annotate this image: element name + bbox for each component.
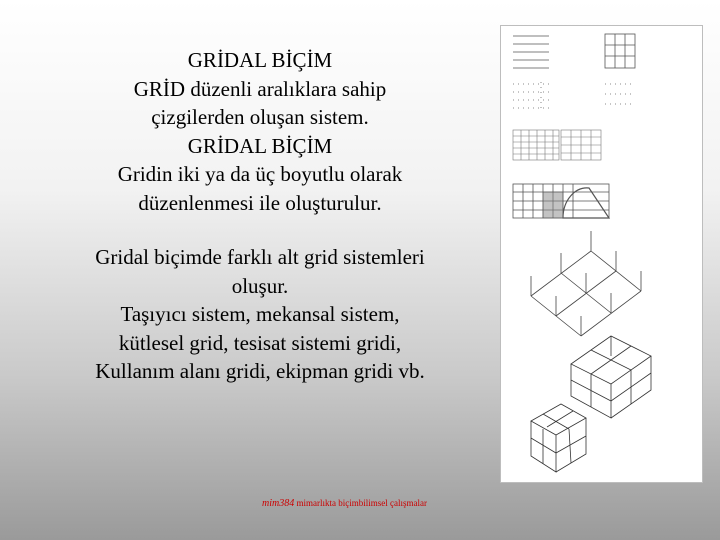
text-line: oluşur. xyxy=(231,273,289,298)
text-line: çizgilerden oluşan sistem. xyxy=(151,105,369,129)
sketch-square-grid xyxy=(605,34,635,68)
text-line: düzenlenmesi ile oluşturulur. xyxy=(138,190,382,215)
grid-sketch-figure xyxy=(500,25,703,483)
sketch-dot-grid xyxy=(513,82,549,110)
grid-sketches xyxy=(501,26,702,482)
heading-gridal-bicim: GRİDAL BİÇİM xyxy=(187,48,333,72)
footer-caption xyxy=(262,498,462,509)
main-text xyxy=(40,46,480,386)
sketch-grid-shapes xyxy=(513,184,609,218)
text-line: Taşıyıcı sistem, mekansal sistem, xyxy=(120,302,400,326)
text-line: GRİD düzenli aralıklara sahip xyxy=(133,76,387,101)
text-line: kütlesel grid, tesisat sistemi gridi, xyxy=(118,330,402,355)
footer-text: mimarlıkta biçimbilimsel çalışmalar xyxy=(296,498,427,508)
sketch-fine-grid xyxy=(513,130,601,160)
sketch-parallel-lines xyxy=(513,36,549,68)
sketch-isometric-grid xyxy=(531,231,641,336)
sketch-3d-frame xyxy=(571,336,651,418)
heading-gridal-bicim-2: GRİDAL BİÇİM xyxy=(187,133,333,158)
sketch-dot-grid-2 xyxy=(605,84,635,104)
text-line: Gridal biçimde farklı alt grid sistemleri xyxy=(95,245,425,269)
paragraph-gap xyxy=(40,217,480,243)
sketch-mass-cubes xyxy=(531,404,586,472)
text-line: Gridin iki ya da üç boyutlu olarak xyxy=(117,162,403,186)
footer-code: mim384 xyxy=(262,498,295,509)
text-line: Kullanım alanı gridi, ekipman gridi vb. xyxy=(95,359,425,383)
